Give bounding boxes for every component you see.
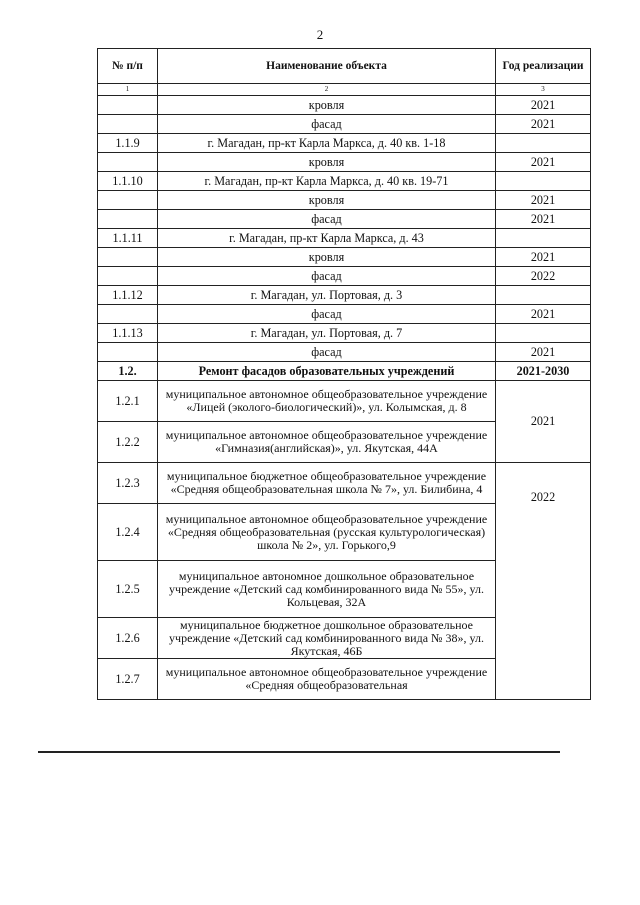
row-number xyxy=(98,343,158,362)
row-number xyxy=(98,191,158,210)
row-year: 2021 xyxy=(496,96,591,115)
row-name: муниципальное автономное общеобразовательное учреждение «Лицей (эколого-биологический)», ул. Колымская, д. 8 xyxy=(158,381,496,422)
footer-divider xyxy=(38,751,560,753)
table-row xyxy=(98,463,591,504)
section-title: Ремонт фасадов образовательных учреждений xyxy=(158,362,496,381)
section-row xyxy=(98,362,591,381)
row-name: муниципальное автономное общеобразовательное учреждение «Гимназия(английская)», ул. Якутская, 44А xyxy=(158,422,496,463)
row-number xyxy=(98,210,158,229)
row-number: 1.2.2 xyxy=(98,422,158,463)
section-years: 2021-2030 xyxy=(496,362,591,381)
row-year xyxy=(496,229,591,248)
row-name: муниципальное автономное дошкольное образовательное учреждение «Детский сад комбинированного вида № 55», ул. Кольцевая, 32А xyxy=(158,561,496,618)
col-number-1: 1 xyxy=(98,84,158,96)
header-object-name: Наименование объекта xyxy=(158,49,496,84)
row-number: 1.2.3 xyxy=(98,463,158,504)
table-row xyxy=(98,324,591,343)
table-row xyxy=(98,305,591,324)
row-name: г. Магадан, ул. Портовая, д. 3 xyxy=(158,286,496,305)
table-row xyxy=(98,172,591,191)
row-number xyxy=(98,115,158,134)
row-year xyxy=(496,172,591,191)
table-row xyxy=(98,248,591,267)
row-number: 1.1.10 xyxy=(98,172,158,191)
header-number: № п/п xyxy=(98,49,158,84)
row-name: фасад xyxy=(158,115,496,134)
row-number: 1.2.7 xyxy=(98,659,158,700)
row-year: 2021 xyxy=(496,153,591,172)
row-name: фасад xyxy=(158,210,496,229)
table-row xyxy=(98,381,591,422)
row-name: муниципальное бюджетное дошкольное образовательное учреждение «Детский сад комбинированного вида № 38», ул. Якутская, 46Б xyxy=(158,618,496,659)
col-number-3: 3 xyxy=(496,84,591,96)
row-year: 2021 xyxy=(496,305,591,324)
row-name: муниципальное бюджетное общеобразовательное учреждение «Средняя общеобразовательная школа № 7», ул. Билибина, 4 xyxy=(158,463,496,504)
row-number xyxy=(98,305,158,324)
row-name: г. Магадан, ул. Портовая, д. 7 xyxy=(158,324,496,343)
row-year: 2021 xyxy=(496,381,591,463)
row-number xyxy=(98,153,158,172)
row-name: кровля xyxy=(158,96,496,115)
header-year: Год реализации xyxy=(496,49,591,84)
row-number: 1.2.4 xyxy=(98,504,158,561)
col-number-2: 2 xyxy=(158,84,496,96)
table-row xyxy=(98,343,591,362)
row-number: 1.1.11 xyxy=(98,229,158,248)
row-name: г. Магадан, пр-кт Карла Маркса, д. 43 xyxy=(158,229,496,248)
table-row xyxy=(98,210,591,229)
row-name: г. Магадан, пр-кт Карла Маркса, д. 40 кв. 1-18 xyxy=(158,134,496,153)
row-name: муниципальное автономное общеобразовательное учреждение «Средняя общеобразовательная (русская культурологическая) школа № 2», ул. Горького,9 xyxy=(158,504,496,561)
row-name: кровля xyxy=(158,248,496,267)
row-number xyxy=(98,248,158,267)
objects-table xyxy=(97,48,591,700)
row-year: 2022 xyxy=(496,463,591,700)
row-name: фасад xyxy=(158,267,496,286)
table-row xyxy=(98,267,591,286)
row-name: г. Магадан, пр-кт Карла Маркса, д. 40 кв. 19-71 xyxy=(158,172,496,191)
row-year: 2021 xyxy=(496,210,591,229)
row-number: 1.2.1 xyxy=(98,381,158,422)
row-name: фасад xyxy=(158,343,496,362)
row-year: 2021 xyxy=(496,191,591,210)
row-number: 1.2.5 xyxy=(98,561,158,618)
row-name: кровля xyxy=(158,153,496,172)
section-number: 1.2. xyxy=(98,362,158,381)
row-year: 2021 xyxy=(496,248,591,267)
row-number: 1.1.9 xyxy=(98,134,158,153)
row-year: 2022 xyxy=(496,267,591,286)
row-number xyxy=(98,96,158,115)
table-row xyxy=(98,115,591,134)
table-row xyxy=(98,191,591,210)
row-year xyxy=(496,324,591,343)
row-number: 1.1.12 xyxy=(98,286,158,305)
row-name: фасад xyxy=(158,305,496,324)
row-number: 1.2.6 xyxy=(98,618,158,659)
row-year: 2021 xyxy=(496,343,591,362)
row-year: 2021 xyxy=(496,115,591,134)
page-number: 2 xyxy=(316,27,324,42)
row-name: муниципальное автономное общеобразовательное учреждение «Средняя общеобразовательная xyxy=(158,659,496,700)
row-year xyxy=(496,286,591,305)
table-row xyxy=(98,96,591,115)
table-row xyxy=(98,229,591,248)
table-row xyxy=(98,134,591,153)
row-year xyxy=(496,134,591,153)
row-name: кровля xyxy=(158,191,496,210)
row-number xyxy=(98,267,158,286)
row-number: 1.1.13 xyxy=(98,324,158,343)
table-row xyxy=(98,286,591,305)
table-row xyxy=(98,153,591,172)
